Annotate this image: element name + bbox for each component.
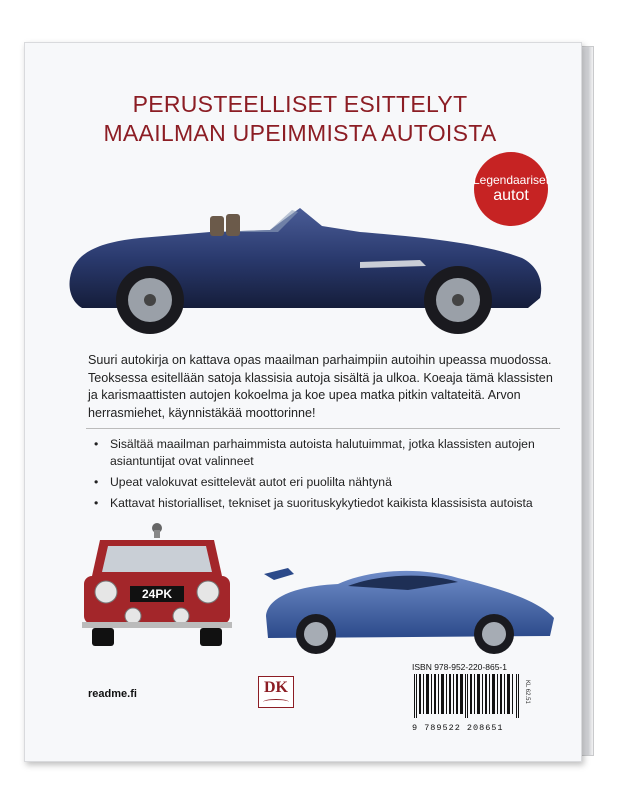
- intro-paragraph: Suuri autokirja on kattava opas maailman parhaimpiin autoihin upeassa muodossa. Teoksessa esitellään satoja klassisia autoja sisältä ja ulkoa. Koeaja tämä klassisten ja karismaattisten autojen kokoelma ja koe upea matka pitkin valtateitä. Arvon herrasmiehet, käynnistäkää moottorinne!: [88, 353, 553, 420]
- publisher-logo: readme.fi: [88, 688, 137, 700]
- headline-line-1: PERUSTEELLISET ESITTELYT: [132, 91, 468, 117]
- dk-logo: [258, 676, 294, 708]
- red-mini-image: [78, 520, 236, 648]
- barcode-icon: [412, 674, 522, 718]
- list-item: • Kattavat historialliset, tekniset ja suorituskykytiedot kaikista klassisista autoista: [94, 496, 533, 510]
- headline-line-2: MAAILMAN UPEIMMISTA AUTOISTA: [103, 120, 497, 146]
- feature-list: [92, 436, 558, 516]
- list-item: • Sisältää maailman parhaimmista autoista halutuimmat, jotka klassisten autojen asiantuntijat ovat valinneet: [94, 437, 535, 468]
- book-spine: [580, 46, 594, 756]
- blue-roadster-image: [60, 186, 550, 336]
- bullet-icon: •: [94, 475, 99, 489]
- isbn-text: ISBN 978-952-220-865-1: [412, 662, 507, 672]
- bullet-icon: •: [94, 437, 99, 451]
- barcode-area: [412, 662, 528, 733]
- open-book-icon: [263, 699, 289, 705]
- mini-license-plate: 24PK: [141, 587, 173, 601]
- headline: [40, 90, 560, 148]
- dk-logo-text: DK: [264, 679, 288, 696]
- bullet-icon: •: [94, 496, 99, 510]
- divider: [86, 428, 560, 429]
- legendary-cars-badge: [474, 152, 548, 226]
- side-code: KL 62.51: [524, 680, 530, 704]
- blue-supercar-image: [258, 556, 558, 656]
- badge-line-1: Legendaariset: [472, 173, 550, 187]
- badge-line-2: autot: [493, 187, 529, 204]
- list-item: • Upeat valokuvat esittelevät autot eri puolilta nähtynä: [94, 475, 392, 489]
- barcode-number: 9 789522 208651: [412, 723, 504, 733]
